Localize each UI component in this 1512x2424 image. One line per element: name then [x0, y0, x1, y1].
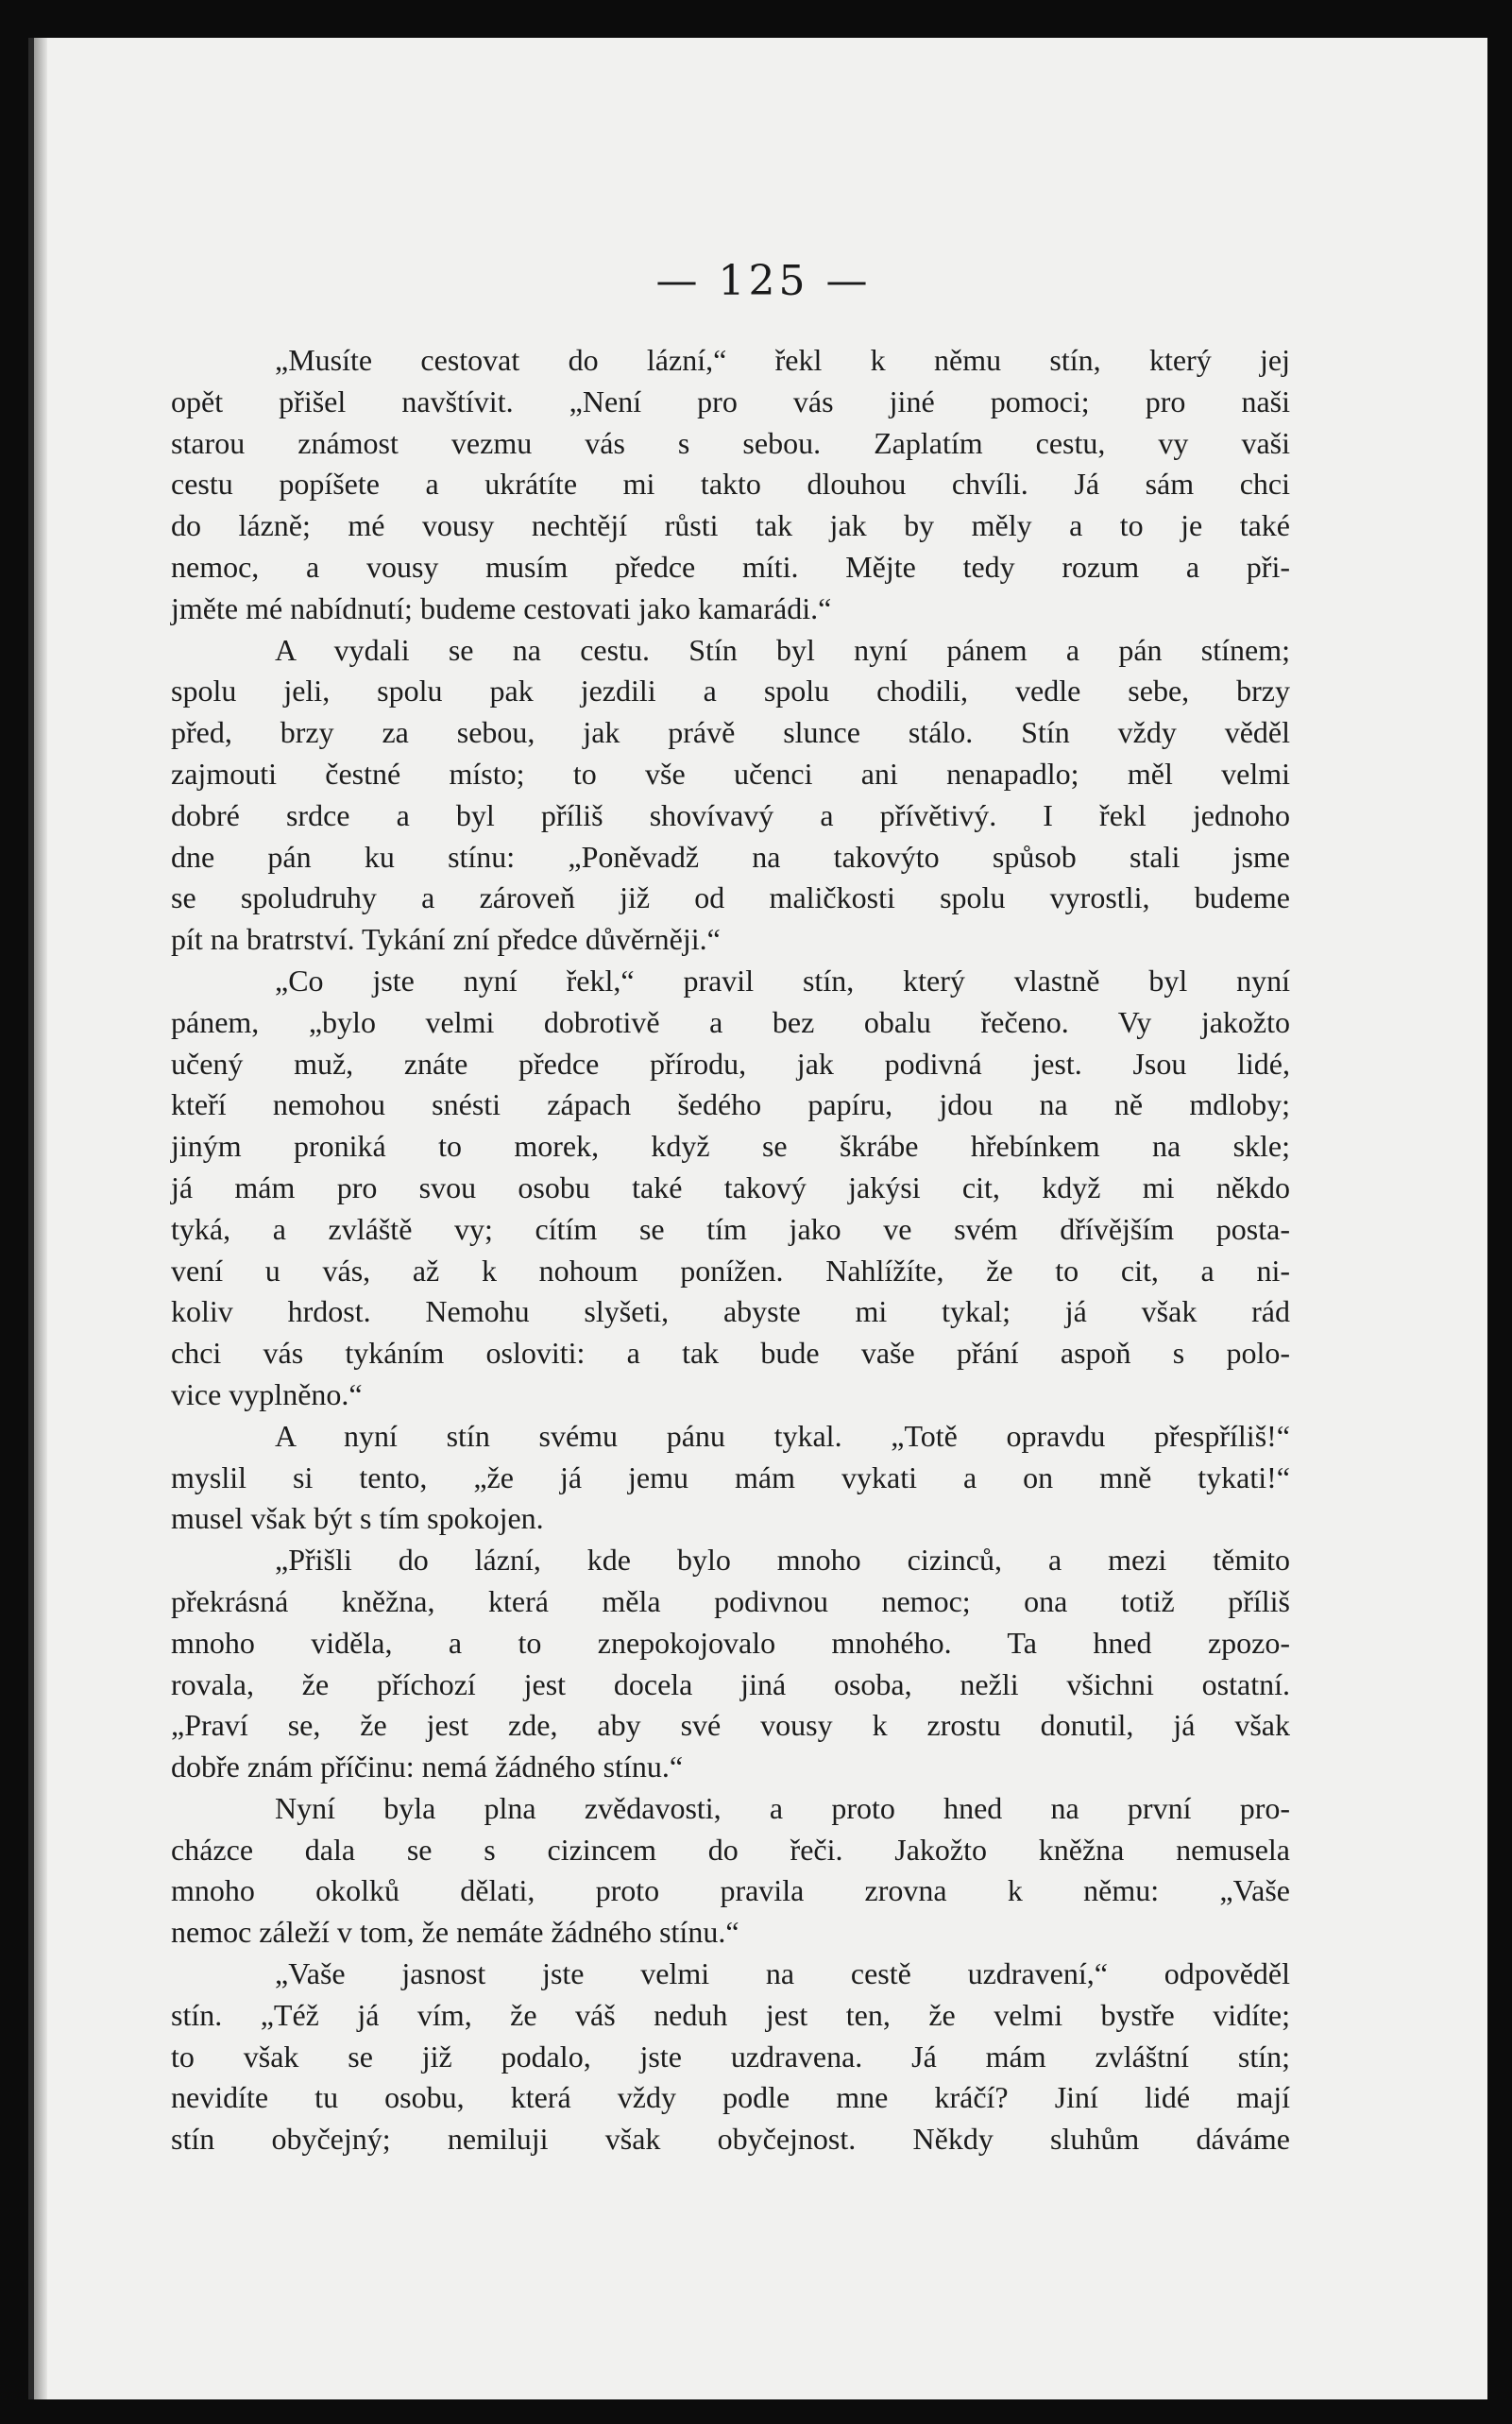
- text-line: překrásná kněžna, která měla podivnou nemoc; ona totiž příliš: [171, 1583, 1290, 1618]
- book-page: [28, 38, 1487, 2399]
- page-gutter: [34, 38, 47, 2399]
- text-line: rovala, že příchozí jest docela jiná osoba, nežli všichni ostatní.: [171, 1666, 1290, 1701]
- text-line: „Co jste nyní řekl,“ pravil stín, který vlastně byl nyní: [275, 963, 1290, 998]
- text-line: to však se již podalo, jste uzdravena. Já mám zvláštní stín;: [171, 2039, 1290, 2074]
- text-line: vice vyplněno.“: [171, 1376, 363, 1411]
- text-line: stín. „Též já vím, že váš neduh jest ten, že velmi bystře vidíte;: [171, 1997, 1290, 2032]
- text-line: „Vaše jasnost jste velmi na cestě uzdravení,“ odpověděl: [275, 1956, 1290, 1991]
- text-line: já mám pro svou osobu také takový jakýsi cit, když mi někdo: [171, 1169, 1290, 1204]
- text-line: tyká, a zvláště vy; cítím se tím jako ve svém dřívějším posta-: [171, 1211, 1290, 1246]
- text-line: opět přišel navštívit. „Není pro vás jiné pomoci; pro naši: [171, 384, 1290, 418]
- text-line: nemoc, a vousy musím předce míti. Mějte tedy rozum a při-: [171, 549, 1290, 584]
- text-line: starou známost vezmu vás s sebou. Zaplatím cestu, vy vaši: [171, 425, 1290, 460]
- text-line: A nyní stín svému pánu tykal. „Totě opravdu přespříliš!“: [275, 1418, 1290, 1453]
- text-line: kteří nemohou snésti zápach šedého papíru, jdou na ně mdloby;: [171, 1087, 1290, 1122]
- text-line: nevidíte tu osobu, která vždy podle mne kráčí? Jiní lidé mají: [171, 2080, 1290, 2115]
- text-line: jměte mé nabídnutí; budeme cestovati jako kamarádi.“: [171, 590, 832, 625]
- text-line: nemoc záleží v tom, že nemáte žádného stínu.“: [171, 1915, 739, 1950]
- text-line: cestu popíšete a ukrátíte mi takto dlouhou chvíli. Já sám chci: [171, 467, 1290, 502]
- text-line: zajmouti čestné místo; to vše učenci ani nenapadlo; měl velmi: [171, 756, 1290, 791]
- text-line: Nyní byla plna zvědavosti, a proto hned na první pro-: [275, 1790, 1290, 1825]
- text-line: učený muž, znáte předce přírodu, jak podivná jest. Jsou lidé,: [171, 1046, 1290, 1081]
- page-number-header: — 125 —: [655, 257, 872, 305]
- body-text: [171, 340, 1290, 2160]
- text-line: dne pán ku stínu: „Poněvadž na takovýto spůsob stali jsme: [171, 839, 1290, 874]
- text-line: A vydali se na cestu. Stín byl nyní pánem a pán stínem;: [275, 632, 1290, 667]
- text-line: chci vás tykáním osloviti: a tak bude vaše přání aspoň s polo-: [171, 1336, 1290, 1371]
- text-line: pít na bratrství. Tykání zní předce důvěrněji.“: [171, 922, 721, 957]
- text-line: se spoludruhy a zároveň již od maličkosti spolu vyrostli, budeme: [171, 880, 1290, 915]
- text-line: mnoho viděla, a to znepokojovalo mnohého. Ta hned zpozo-: [171, 1625, 1290, 1660]
- text-line: koliv hrdost. Nemohu slyšeti, abyste mi tykal; já však rád: [171, 1294, 1290, 1329]
- text-line: mnoho okolků dělati, proto pravila zrovna k němu: „Vaše: [171, 1873, 1290, 1908]
- text-line: musel však být s tím spokojen.: [171, 1501, 544, 1536]
- text-line: dobře znám příčinu: nemá žádného stínu.“: [171, 1750, 684, 1784]
- text-line: „Praví se, že jest zde, aby své vousy k zrostu donutil, já však: [171, 1708, 1290, 1743]
- text-line: spolu jeli, spolu pak jezdili a spolu chodili, vedle sebe, brzy: [171, 674, 1290, 708]
- text-line: cházce dala se s cizincem do řeči. Jakožto kněžna nemusela: [171, 1832, 1290, 1867]
- text-line: před, brzy za sebou, jak právě slunce stálo. Stín vždy věděl: [171, 715, 1290, 750]
- text-line: stín obyčejný; nemiluji však obyčejnost. Někdy sluhům dáváme: [171, 2122, 1290, 2157]
- text-line: „Musíte cestovat do lázní,“ řekl k němu stín, který jej: [275, 343, 1290, 377]
- text-line: myslil si tento, „že já jemu mám vykati a on mně tykati!“: [171, 1460, 1290, 1494]
- text-line: dobré srdce a byl příliš shovívavý a přívětivý. I řekl jednoho: [171, 797, 1290, 832]
- text-line: „Přišli do lázní, kde bylo mnoho cizinců, a mezi těmito: [275, 1543, 1290, 1578]
- text-line: vení u vás, až k nohoum ponížen. Nahlížíte, že to cit, a ni-: [171, 1253, 1290, 1288]
- text-line: pánem, „bylo velmi dobrotivě a bez obalu řečeno. Vy jakožto: [171, 1004, 1290, 1039]
- text-line: jiným proniká to morek, když se škrábe hřebínkem na skle;: [171, 1129, 1290, 1164]
- text-line: do lázně; mé vousy nechtějí růsti tak jak by měly a to je také: [171, 508, 1290, 543]
